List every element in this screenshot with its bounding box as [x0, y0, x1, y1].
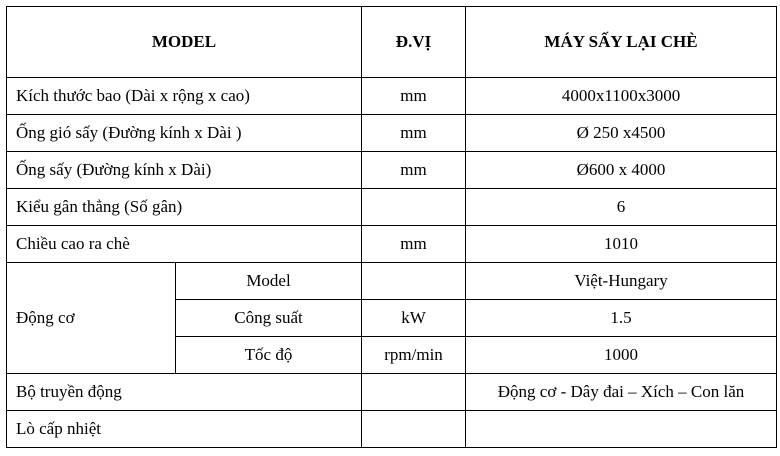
row-value: 4000x1100x3000 [466, 78, 777, 115]
engine-sub-label: Công suất [176, 300, 362, 337]
row-label: Ống gió sấy (Đường kính x Dài ) [7, 115, 362, 152]
engine-sub-label: Tốc độ [176, 337, 362, 374]
row-unit: mm [362, 226, 466, 263]
table-row [7, 263, 777, 300]
row-unit: mm [362, 78, 466, 115]
row-unit: kW [362, 300, 466, 337]
row-value: 6 [466, 189, 777, 226]
row-value: Ø600 x 4000 [466, 152, 777, 189]
engine-sub-label: Model [176, 263, 362, 300]
table-row [7, 78, 777, 115]
row-value: Việt-Hungary [466, 263, 777, 300]
row-label: Ống sấy (Đường kính x Dài) [7, 152, 362, 189]
table-row [7, 115, 777, 152]
row-value: 1010 [466, 226, 777, 263]
row-value: Động cơ - Dây đai – Xích – Con lăn [466, 374, 777, 411]
row-unit [362, 263, 466, 300]
table-row [7, 226, 777, 263]
table-row [7, 152, 777, 189]
table-row [7, 189, 777, 226]
row-label: Kiểu gân thẳng (Số gân) [7, 189, 362, 226]
header-model: MODEL [7, 7, 362, 78]
header-unit: Đ.VỊ [362, 7, 466, 78]
row-unit: rpm/min [362, 337, 466, 374]
row-value: 1000 [466, 337, 777, 374]
header-row [7, 7, 777, 78]
row-value [466, 411, 777, 448]
engine-group-label: Động cơ [7, 263, 176, 374]
row-unit [362, 374, 466, 411]
row-label: Kích thước bao (Dài x rộng x cao) [7, 78, 362, 115]
row-label: Lò cấp nhiệt [7, 411, 362, 448]
row-unit: mm [362, 115, 466, 152]
spec-table [6, 6, 777, 448]
row-label: Bộ truyền động [7, 374, 362, 411]
row-label: Chiều cao ra chè [7, 226, 362, 263]
row-value: 1.5 [466, 300, 777, 337]
table-row [7, 411, 777, 448]
row-unit [362, 411, 466, 448]
header-product: MÁY SẤY LẠI CHÈ [466, 7, 777, 78]
row-unit: mm [362, 152, 466, 189]
row-unit [362, 189, 466, 226]
table-row [7, 374, 777, 411]
row-value: Ø 250 x4500 [466, 115, 777, 152]
